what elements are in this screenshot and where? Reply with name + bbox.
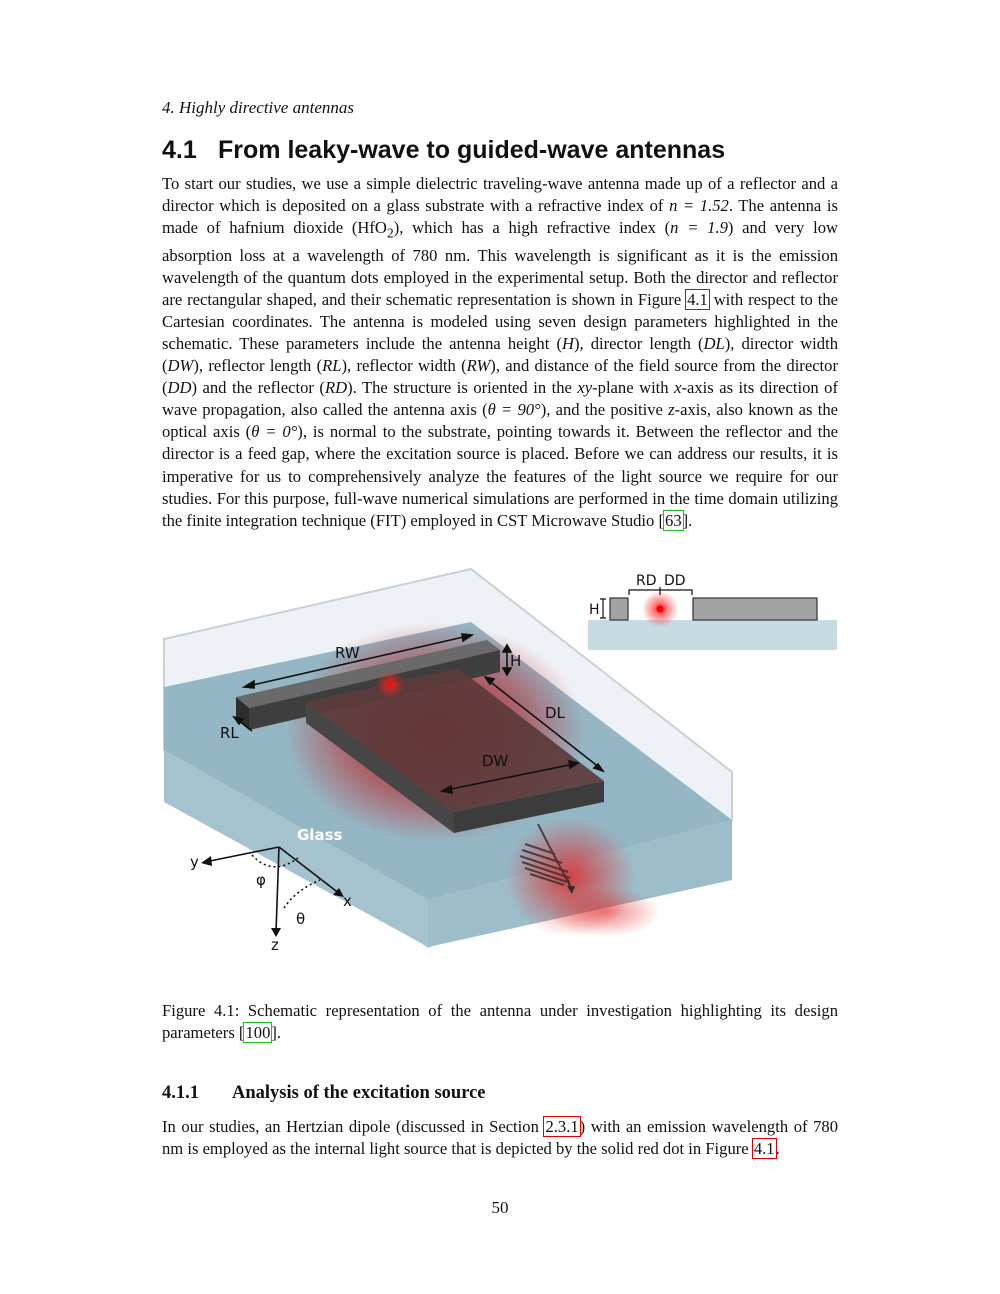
inset-label-h: H: [589, 602, 600, 618]
page-number: 50: [491, 1198, 509, 1217]
emission-beam-tail: [550, 887, 660, 937]
subsection-title: [162, 1083, 486, 1104]
antenna-schematic-figure: [160, 562, 842, 962]
label-dw: DW: [482, 752, 509, 770]
section-title-text: From leaky-wave to guided-wave antennas: [218, 136, 726, 164]
running-header: 4. Highly directive antennas: [162, 98, 354, 117]
caption-citation-link[interactable]: 100: [245, 1023, 271, 1043]
paragraph-intro: To start our studies, we use a simple dielectric traveling-wave antenna made up of a reflector and a director which is deposited on a glass substrate with a refractive index of n = 1.52. The antenna is made of hafnium dioxide (HfO$_2$), which has a high refractive index (n = 1.9) and very low absorption loss at a wavelength of 780 nm. This wavelength is significant as it is the emission wavelength of the quantum dots employed in the experimental setup. Both the director and reflector are rectangular shaped, and their schematic representation is shown in Figure 4.1 with respect to the Cartesian coordinates. The antenna is modeled using seven design parameters highlighted in the schematic. These parameters include the antenna height (H), director length (DL), director width (DW), reflector length (RL), reflector width (RW), and distance of the field source from the director (DD) and the reflector (RD). The structure is oriented in the xy-plane with x-axis as its direction of wave propagation, also called the antenna axis (θ = 90°), and the positive z-axis, also known as the optical axis (θ = 0°), is normal to the substrate, pointing towards it. Between the reflector and the director is a feed gap, where the excitation source is placed. Before we can address our results, it is imperative for us to comprehensively analyze the features of the light source we require for our studies. For this purpose, full-wave numerical simulations are performed in the time domain utilizing the finite integration technique (FIT) employed in CST Microwave Studio [63].: [162, 174, 838, 530]
excitation-source-dot: [376, 670, 404, 698]
section-ref-link[interactable]: 2.3.1: [545, 1117, 579, 1136]
angle-label-theta: θ: [296, 910, 306, 928]
figure-ref-link-2[interactable]: 4.1: [753, 1139, 775, 1159]
section-number: 4.1: [162, 136, 197, 164]
label-rw: RW: [335, 644, 360, 662]
inset-cross-section: [588, 587, 837, 650]
label-glass: Glass: [297, 826, 343, 844]
subsection-title-text: Analysis of the excitation source: [232, 1083, 486, 1103]
inset-label-dd: DD: [664, 573, 686, 589]
y-axis-arrowhead: [201, 856, 212, 866]
paragraph-excitation: In our studies, an Hertzian dipole (discussed in Section 2.3.1) with an emission wavelength of 780 nm is employed as the internal light source that is depicted by the solid red dot in Figure 4.1.: [162, 1117, 838, 1159]
axis-label-y: y: [190, 853, 199, 871]
subsection-number: 4.1.1: [162, 1083, 199, 1103]
axis-label-x: x: [343, 892, 352, 910]
label-rl: RL: [220, 724, 239, 742]
section-title: [162, 136, 725, 165]
angle-label-phi: φ: [256, 871, 266, 889]
figure-ref-link[interactable]: 4.1: [687, 289, 708, 309]
inset-label-rd: RD: [636, 573, 657, 589]
label-h: H: [510, 652, 522, 670]
antenna-schematic: [160, 562, 842, 962]
axis-label-z: z: [271, 936, 279, 954]
figure-caption: Figure 4.1: Schematic representation of the antenna under investigation highlighting its design parameters [100].: [162, 1001, 838, 1043]
label-dl: DL: [545, 704, 565, 722]
citation-link[interactable]: 63: [665, 510, 682, 530]
